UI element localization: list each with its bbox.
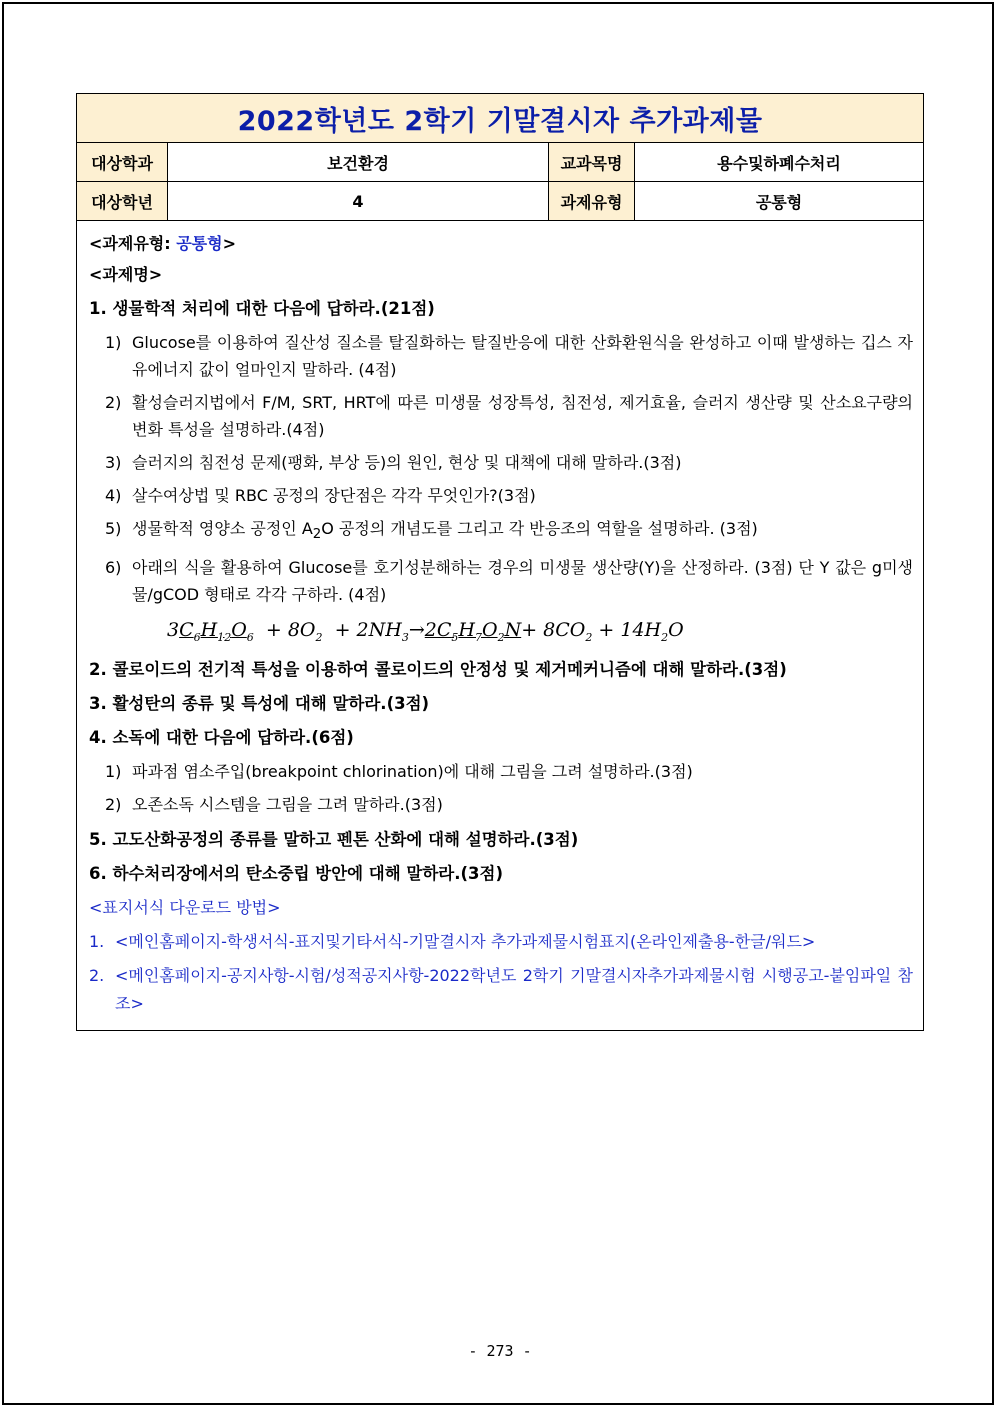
download-item-2-text: <메인홈페이지-공지사항-시험/성적공지사항-2022학년도 2학기 기말결시자추가과제물시험 시행공고-붙임파일 참조> [115, 966, 913, 1014]
q1-item-5-text-pre: 생물학적 영양소 공정인 A [132, 519, 313, 538]
q1-item-5-num: 5) [105, 519, 122, 538]
course-label: 교과목명 [549, 143, 635, 181]
download-item-2 [89, 962, 913, 1018]
download-item-1-num: 1. [89, 932, 105, 952]
q1-item-3-num: 3) [105, 453, 122, 472]
year-label: 대상학년 [77, 182, 168, 220]
download-item-1 [89, 928, 913, 956]
course-value: 용수및하폐수처리 [717, 153, 841, 173]
download-heading-text: <표지서식 다운로드 방법> [89, 898, 281, 918]
question-4-title: 4. 소독에 대한 다음에 답하라.(6점) [89, 728, 354, 748]
question-1-title: 1. 생물학적 처리에 대한 다음에 답하라.(21점) [89, 299, 435, 318]
q1-item-6-num: 6) [105, 558, 122, 578]
q4-item-1-num: 1) [105, 762, 122, 782]
q4-item-1 [105, 758, 913, 785]
assignment-sheet [76, 93, 924, 1031]
download-heading [89, 894, 913, 922]
page-title: 2022학년도 2학기 기말결시자 추가과제물 [237, 105, 763, 137]
q4-item-1-text: 파과점 염소주입(breakpoint chlorination)에 대해 그림을 그려 설명하라.(3점) [132, 762, 693, 782]
q1-item-5-text [132, 515, 913, 548]
year-value: 4 [168, 182, 549, 220]
q1-item-2 [105, 389, 913, 443]
dept-label: 대상학과 [77, 143, 168, 181]
q4-item-2 [105, 791, 913, 818]
page-number: - 273 - [468, 1342, 532, 1360]
download-item-1-text: <메인홈페이지-학생서식-표지및기타서식-기말결시자 추가과제물시험표지(온라인제출용-한글/워드> [115, 932, 816, 952]
q1-item-4-num: 4) [105, 486, 122, 505]
question-3: 3. 활성탄의 종류 및 특성에 대해 말하라.(3점) [89, 694, 430, 714]
task-type-line [89, 232, 913, 256]
dept-value: 보건환경 [168, 143, 549, 181]
glucose-equation: $3C_6H_{12}O_6 + 8O_2 + 2NH_3\to 2C_5H_7O_2N+ 8CO_2 + 14H_2O$ [167, 619, 684, 644]
type-value: 공통형 [755, 192, 803, 212]
q1-item-5 [105, 515, 913, 548]
q1-item-2-text: 활성슬러지법에서 F/M, SRT, HRT에 따른 미생물 성장특성, 침전성, 제거효율, 슬러지 생산량 및 산소요구량의 변화 특성을 설명하라.(4점) [132, 393, 913, 439]
q1-item-3-text: 슬러지의 침전성 문제(팽화, 부상 등)의 원인, 현상 및 대책에 대해 말하라.(3점) [132, 453, 682, 472]
q1-item-5-subscript: 2 [312, 527, 322, 543]
type-label: 과제유형 [549, 182, 635, 220]
q1-item-6-text: 아래의 식을 활용하여 Glucose를 호기성분해하는 경우의 미생물 생산량(Y)을 산정하라. (3점) 단 Y 값은 g미생물/gCOD 형태로 각각 구하라. (4점) [132, 558, 913, 605]
task-type-suffix: > [222, 234, 236, 253]
q1-item-4-text: 살수여상법 및 RBC 공정의 장단점은 각각 무엇인가?(3점) [132, 486, 536, 505]
question-2: 2. 콜로이드의 전기적 특성을 이용하여 콜로이드의 안정성 및 제거메커니즘에 대해 말하라.(3점) [89, 660, 787, 680]
task-name-label: <과제명> [89, 265, 163, 284]
task-type-prefix: <과제유형: [89, 234, 177, 253]
question-5: 5. 고도산화공정의 종류를 말하고 펜톤 산화에 대해 설명하라.(3점) [89, 830, 579, 850]
q1-item-1-num: 1) [105, 333, 122, 352]
q1-item-6 [105, 554, 913, 608]
download-item-2-num: 2. [89, 966, 105, 986]
info-row-2 [77, 182, 923, 221]
q1-item-4 [105, 482, 913, 509]
q4-item-2-text: 오존소독 시스템을 그림을 그려 말하라.(3점) [132, 795, 443, 815]
q1-item-1 [105, 329, 913, 383]
task-type-value: 공통형 [176, 234, 223, 253]
question-6: 6. 하수처리장에서의 탄소중립 방안에 대해 말하라.(3점) [89, 864, 504, 884]
q4-item-2-num: 2) [105, 795, 122, 815]
q1-item-2-num: 2) [105, 393, 122, 412]
q1-item-1-text: Glucose를 이용하여 질산성 질소를 탈질화하는 탈질반응에 대한 산화환원식을 완성하고 이때 발생하는 깁스 자유에너지 값이 얼마인지 말하라. (4점) [132, 333, 913, 379]
info-row-1 [77, 143, 923, 182]
q1-item-3 [105, 449, 913, 476]
content [77, 221, 923, 1030]
q1-item-5-text-post: O 공정의 개념도를 그리고 각 반응조의 역할을 설명하라. (3점) [321, 519, 758, 538]
title-row [77, 94, 923, 143]
